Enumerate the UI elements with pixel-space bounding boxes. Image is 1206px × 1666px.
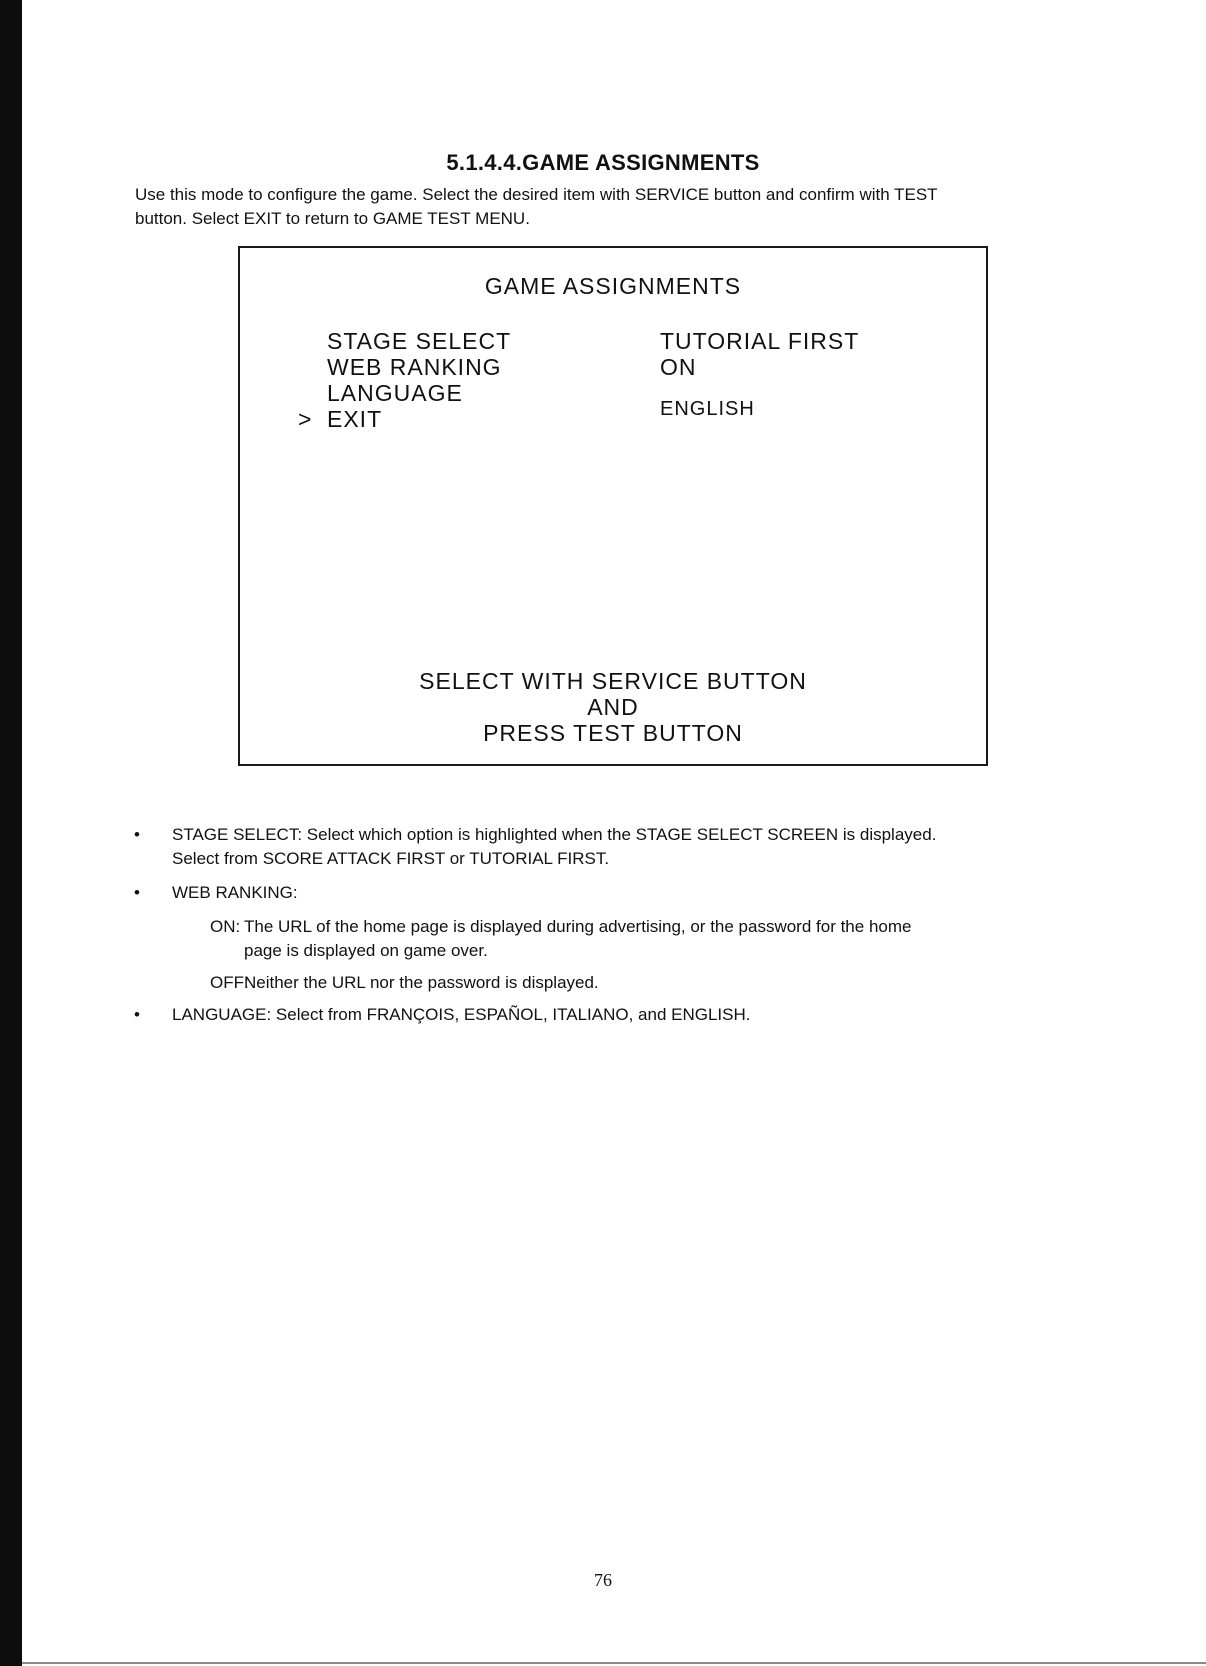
bullet-icon: •: [134, 1005, 140, 1024]
screen-footer-line: SELECT WITH SERVICE BUTTON: [419, 668, 807, 694]
screen-footer-line: AND: [587, 694, 639, 720]
menu-value-language: ENGLISH: [660, 398, 755, 420]
screen-title: GAME ASSIGNMENTS: [484, 273, 742, 299]
list-item-text: LANGUAGE: Select from FRANÇOIS, ESPAÑOL, ITALIANO, and ENGLISH.: [172, 1005, 751, 1024]
bullet-icon: •: [134, 825, 140, 844]
menu-value-stage-select: TUTORIAL FIRST: [660, 328, 860, 354]
menu-item-stage-select: STAGE SELECT: [327, 328, 512, 354]
bottom-rule: [22, 1662, 1206, 1664]
list-item-text: WEB RANKING:: [172, 883, 298, 902]
list-item-web-ranking: [130, 881, 1090, 905]
screen-footer-line: PRESS TEST BUTTON: [483, 720, 743, 746]
game-screen-mockup: [238, 246, 988, 766]
sub-item-key: ON:: [210, 917, 241, 936]
scan-edge: [0, 0, 22, 1666]
sub-item-key: OFF:: [210, 973, 249, 992]
settings-description-list: [130, 823, 1090, 1037]
intro-paragraph: [135, 183, 1095, 231]
menu-item-language: LANGUAGE: [327, 380, 463, 406]
list-item-language: [130, 1003, 1090, 1027]
list-item-text: Select from SCORE ATTACK FIRST or TUTORIAL FIRST.: [172, 849, 610, 868]
selection-cursor: >: [298, 406, 312, 432]
list-item-stage-select: [130, 823, 1090, 871]
bullet-icon: •: [134, 883, 140, 902]
sub-item-text: page is displayed on game over.: [244, 941, 488, 960]
sub-item-text: Neither the URL nor the password is displayed.: [244, 973, 599, 992]
list-item-text: STAGE SELECT: Select which option is highlighted when the STAGE SELECT SCREEN is displayed.: [172, 825, 937, 844]
sub-item-on: [130, 915, 1090, 963]
section-heading: 5.1.4.4.GAME ASSIGNMENTS: [446, 150, 760, 175]
menu-value-web-ranking: ON: [660, 354, 697, 380]
intro-line: button. Select EXIT to return to GAME TEST MENU.: [135, 209, 530, 228]
intro-line: Use this mode to configure the game. Select the desired item with SERVICE button and confirm with TEST: [135, 185, 938, 204]
page-number: 76: [594, 1570, 612, 1590]
sub-item-off: [130, 971, 1090, 995]
menu-item-web-ranking: WEB RANKING: [327, 354, 502, 380]
sub-item-text: The URL of the home page is displayed during advertising, or the password for the home: [244, 917, 912, 936]
menu-item-exit: EXIT: [327, 406, 383, 432]
